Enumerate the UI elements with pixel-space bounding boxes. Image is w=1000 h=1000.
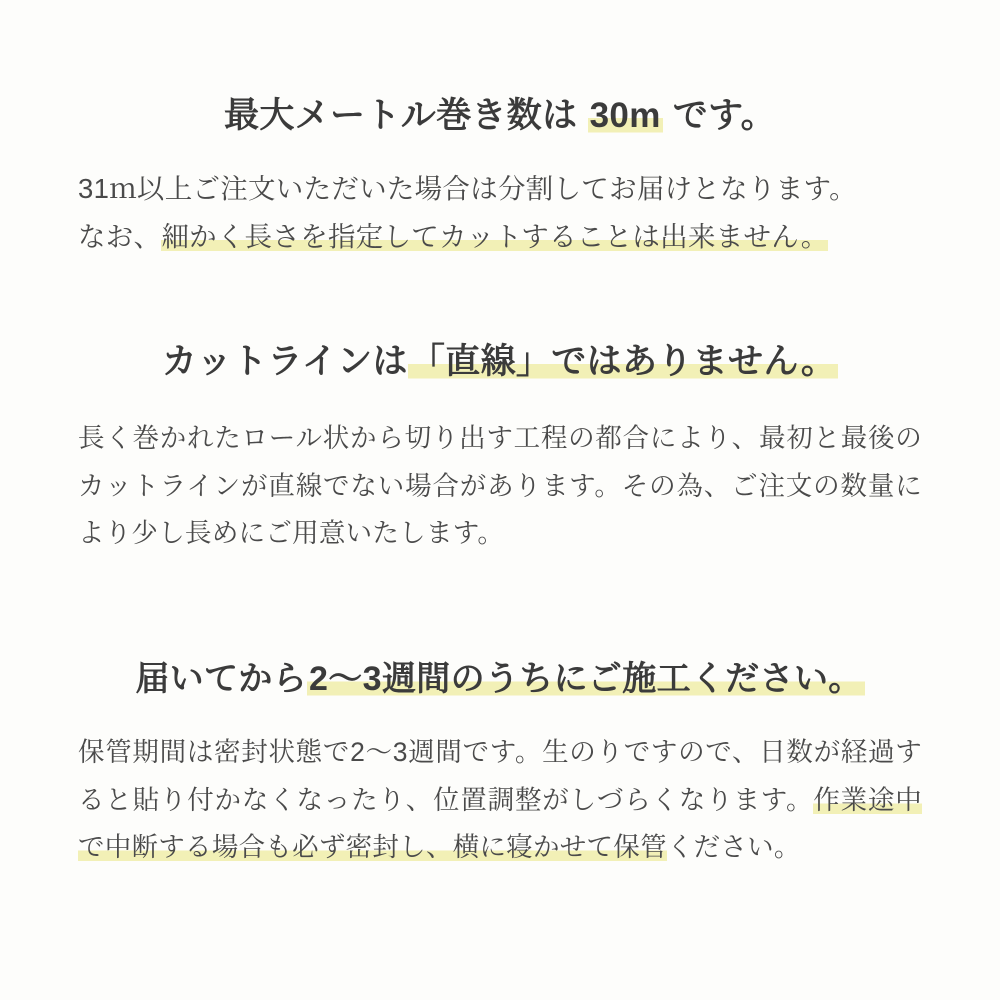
heading-prefix: 届いてから	[135, 659, 308, 698]
heading-highlight: 30m	[589, 96, 661, 135]
section-cut-line	[78, 336, 922, 558]
heading-prefix: 最大メートル巻き数は	[223, 96, 588, 135]
section-heading	[78, 336, 922, 389]
body-plain: 保管期間は密封状態で2〜3週間です。生のりですので、日数が経過すると貼り付かなくなったり、位置調整がしづらくなります。	[78, 736, 922, 815]
body-line-2-highlight: 細かく長さを指定してカットすることは出来ません。	[161, 221, 829, 253]
body-line-2-plain: なお、	[78, 221, 162, 253]
heading-highlight: 2〜3週間のうちにご施工ください。	[309, 659, 863, 698]
heading-prefix: カットラインは	[161, 342, 408, 382]
heading-suffix: です。	[662, 96, 776, 135]
section-heading	[78, 90, 922, 143]
section-installation-period	[78, 654, 922, 872]
section-body	[78, 165, 922, 263]
section-max-length	[78, 90, 922, 262]
section-heading	[78, 654, 922, 705]
body-line-1: 31ｍ以上ご注文いただいた場合は分割してお届けとなります。	[78, 172, 857, 204]
body-highlight: 作業途中で中断する場合も必ず密封し、横に寝かせて保管	[78, 784, 922, 863]
body-tail: ください。	[666, 832, 801, 863]
heading-highlight: 「直線」ではありません。	[409, 342, 837, 382]
section-body	[78, 729, 922, 872]
section-body: 長く巻かれたロール状から切り出す工程の都合により、最初と最後のカットラインが直線でない場合があります。その為、ご注文の数量により少し長めにご用意いたします。	[78, 422, 922, 549]
